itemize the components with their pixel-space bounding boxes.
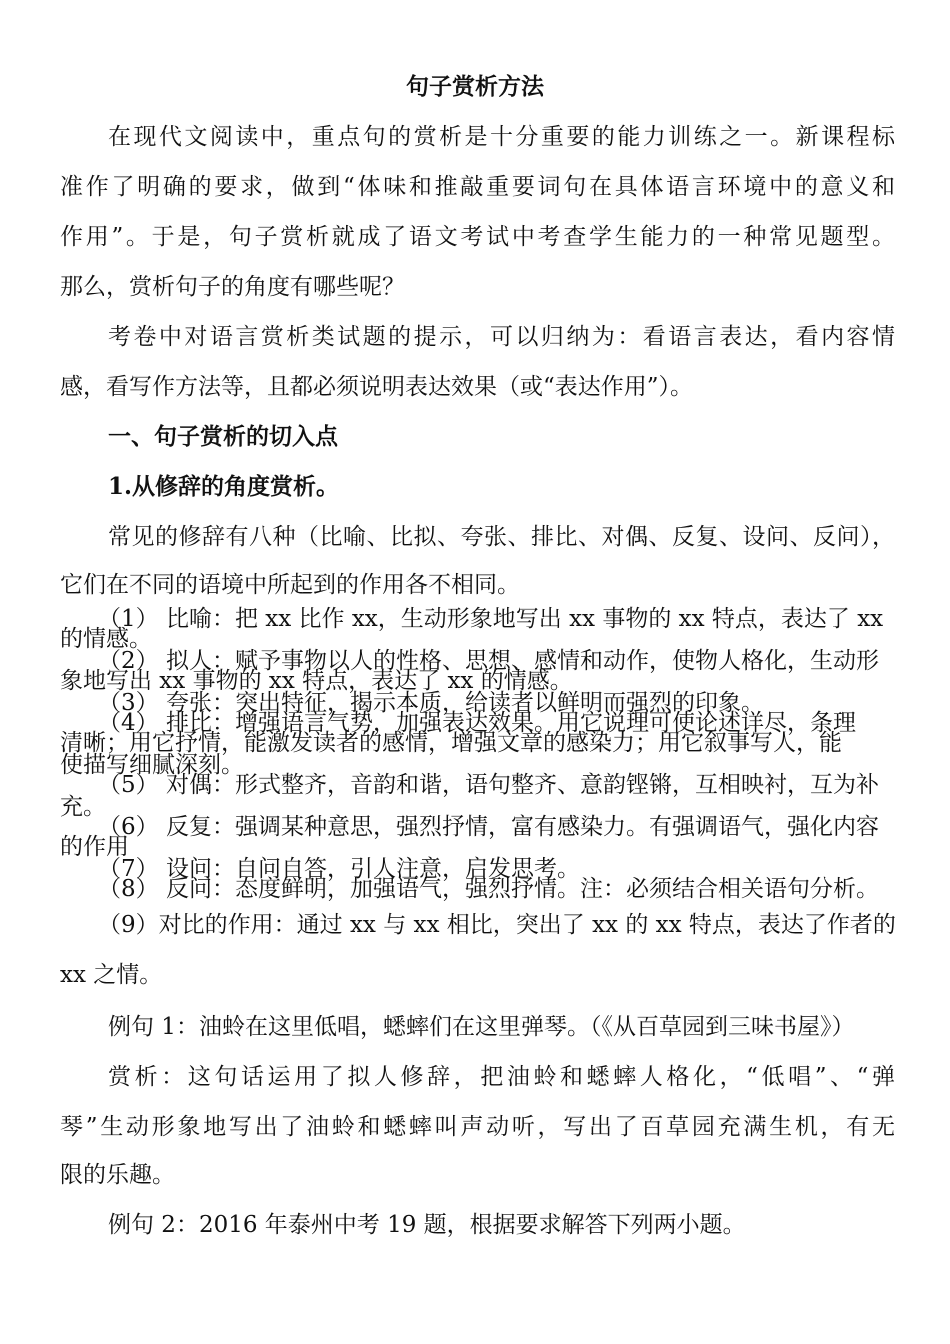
example-2: 例句 2：2016 年泰州中考 19 题，根据要求解答下列两小题。 — [108, 1212, 746, 1238]
item9-line-1: （9）对比的作用：通过 xx 与 xx 相比，突出了 xx 的 xx 特点，表达了作者的 — [98, 912, 896, 938]
rhetoric-item: （1） 比喻：把 xx 比作 xx，生动形象地写出 xx 事物的 xx 特点，表达了 xx — [98, 606, 884, 632]
intro-line-2: 准作了明确的要求，做到“体味和推敲重要词句在具体语言环境中的意义和 — [60, 174, 895, 200]
rhetoric-item: （2） 拟人：赋予事物以人的性格、思想、感情和动作，使物人格化，生动形 — [98, 648, 879, 674]
intro-line-4: 那么，赏析句子的角度有哪些呢？ — [60, 274, 405, 300]
intro-line-1: 在现代文阅读中，重点句的赏析是十分重要的能力训练之一。新课程标 — [108, 124, 895, 150]
rhetoric-item: 的情感。 — [60, 626, 152, 652]
rhetoric-intro-line-1: 常见的修辞有八种（比喻、比拟、夸张、排比、对偶、反复、设问、反问）， — [108, 524, 895, 550]
rhetoric-item: （6） 反复：强调某种意思，强烈抒情，富有感染力。有强调语气，强化内容 — [98, 814, 879, 840]
section-heading: 一、句子赏析的切入点 — [108, 423, 338, 450]
rhetoric-item: （8） 反问：态度鲜明，加强语气，强烈抒情。注：必须结合相关语句分析。 — [98, 876, 879, 902]
analysis-line-2: 琴”生动形象地写出了油蛉和蟋蟀叫声动听，写出了百草园充满生机，有无 — [60, 1114, 895, 1140]
rhetoric-item: （3） 夸张：突出特征，揭示本质，给读者以鲜明而强烈的印象。 — [98, 690, 764, 716]
analysis-line-1: 赏析：这句话运用了拟人修辞，把油蛉和蟋蟀人格化，“低唱”、“弹 — [108, 1064, 895, 1090]
subsection-heading: 1.从修辞的角度赏析。 — [108, 473, 340, 500]
rhetoric-item: （4） 排比：增强语言气势，加强表达效果。用它说理可使论述详尽，条理 — [98, 710, 856, 736]
rhetoric-item: 的作用 — [60, 834, 129, 860]
rhetoric-intro-line-2: 它们在不同的语境中所起到的作用各不相同。 — [60, 572, 520, 598]
analysis-line-3: 限的乐趣。 — [60, 1162, 175, 1188]
intro-line-3: 作用”。于是，句子赏析就成了语文考试中考查学生能力的一种常见题型。 — [60, 224, 895, 250]
rhetoric-item: （5） 对偶：形式整齐，音韵和谐，语句整齐、意韵铿锵，互相映衬，互为补 — [98, 772, 879, 798]
rhetoric-item: 象地写出 xx 事物的 xx 特点，表达了 xx 的情感。 — [60, 668, 573, 694]
rhetoric-item: 充。 — [60, 794, 106, 820]
exam-hint-line-2: 感，看写作方法等，且都必须说明表达效果（或“表达作用”）。 — [60, 374, 694, 400]
page-title: 句子赏析方法 — [406, 73, 544, 100]
exam-hint-line-1: 考卷中对语言赏析类试题的提示，可以归纳为：看语言表达，看内容情 — [108, 324, 895, 350]
item9-line-2: xx 之情。 — [60, 962, 163, 988]
rhetoric-item: 清晰；用它抒情，能激发读者的感情，增强文章的感染力；用它叙事写人，能 — [60, 730, 842, 756]
example-1: 例句 1：油蛉在这里低唱，蟋蟀们在这里弹琴。（《从百草园到三味书屋》） — [108, 1014, 855, 1040]
rhetoric-item: 使描写细腻深刻。 — [60, 752, 244, 778]
rhetoric-item: （7） 设问：自问自答，引人注意，启发思考。 — [98, 856, 580, 882]
